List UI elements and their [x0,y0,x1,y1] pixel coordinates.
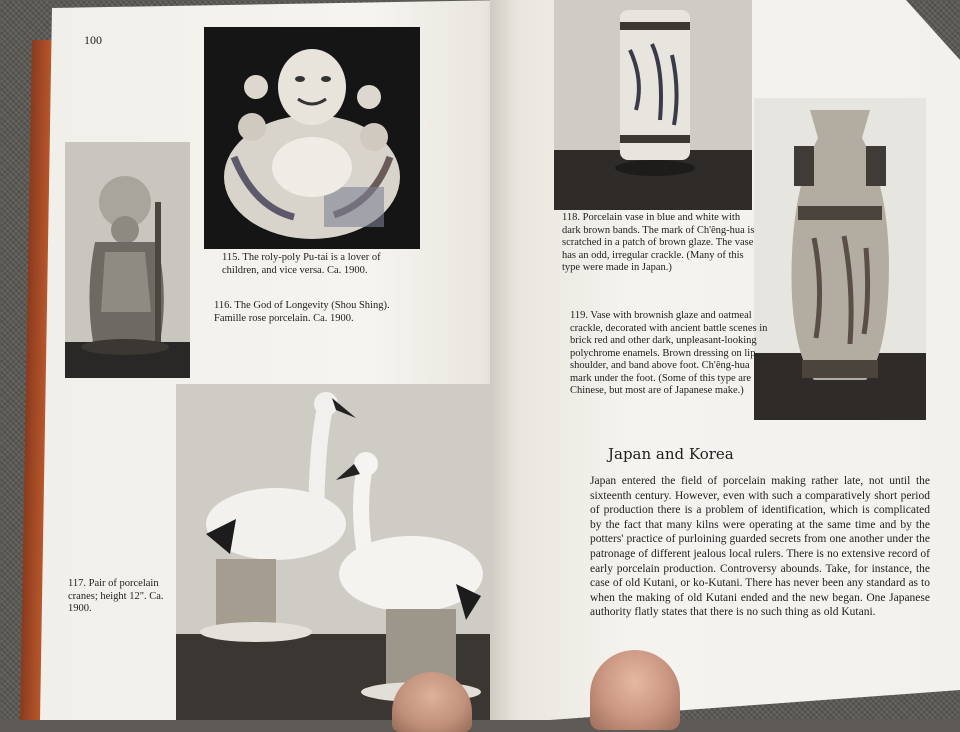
caption-118: 118. Porcelain vase in blue and white with dark brown bands. The mark of Ch'êng-hua is scratched in a patch of brown glaze. The vase has an odd, irregular crackle. (Many of this type were made in Japan.) [562,212,755,273]
section-body: Japan entered the field of porcelain making rather late, not until the sixteenth century. However, even with such a comparatively short period of production there is a problem of identification, which is complicated by the fact that many kilns were operating at the same time and by the potters' practice of purloining guarded secrets from one another under the patronage of different jealous local rulers. There is no extensive record of early porcelain production. Controversy abounds. Take, for instance, the case of old Kutani, or ko-Kutani. There has never been any standard as to when the making of old Kutani ended and the new began. One Japanese authority flatly states that there is no such thing as old Kutani. [590,475,930,619]
caption-115: 115. The roly-poly Pu-tai is a lover of children, and vice versa. Ca. 1900. [222,252,381,276]
thumb-right [590,650,680,730]
caption-116: 116. The God of Longevity (Shou Shing). Famille rose porcelain. Ca. 1900. [214,300,390,324]
photo-cranes [176,384,492,720]
caption-119: 119. Vase with brownish glaze and oatmeal crackle, decorated with ancient battle scenes in brick red and other dark, unpleasant-looking polychrome enamels. Brown dressing on lip, shoulder, and band above foot. Ch'êng-hua mark under the foot. (Some of this type are Chinese, but most are of Japanese make.) [570,310,768,396]
page-number: 100 [84,33,102,47]
caption-117: 117. Pair of porcelain cranes; height 12". Ca. 1900. [68,578,164,614]
section-heading: Japan and Korea [608,445,734,463]
photo-blue-white-vase [554,0,752,210]
photo-putai [204,27,420,249]
photo-brown-vase [754,98,926,420]
photo-god-of-longevity [65,142,190,378]
